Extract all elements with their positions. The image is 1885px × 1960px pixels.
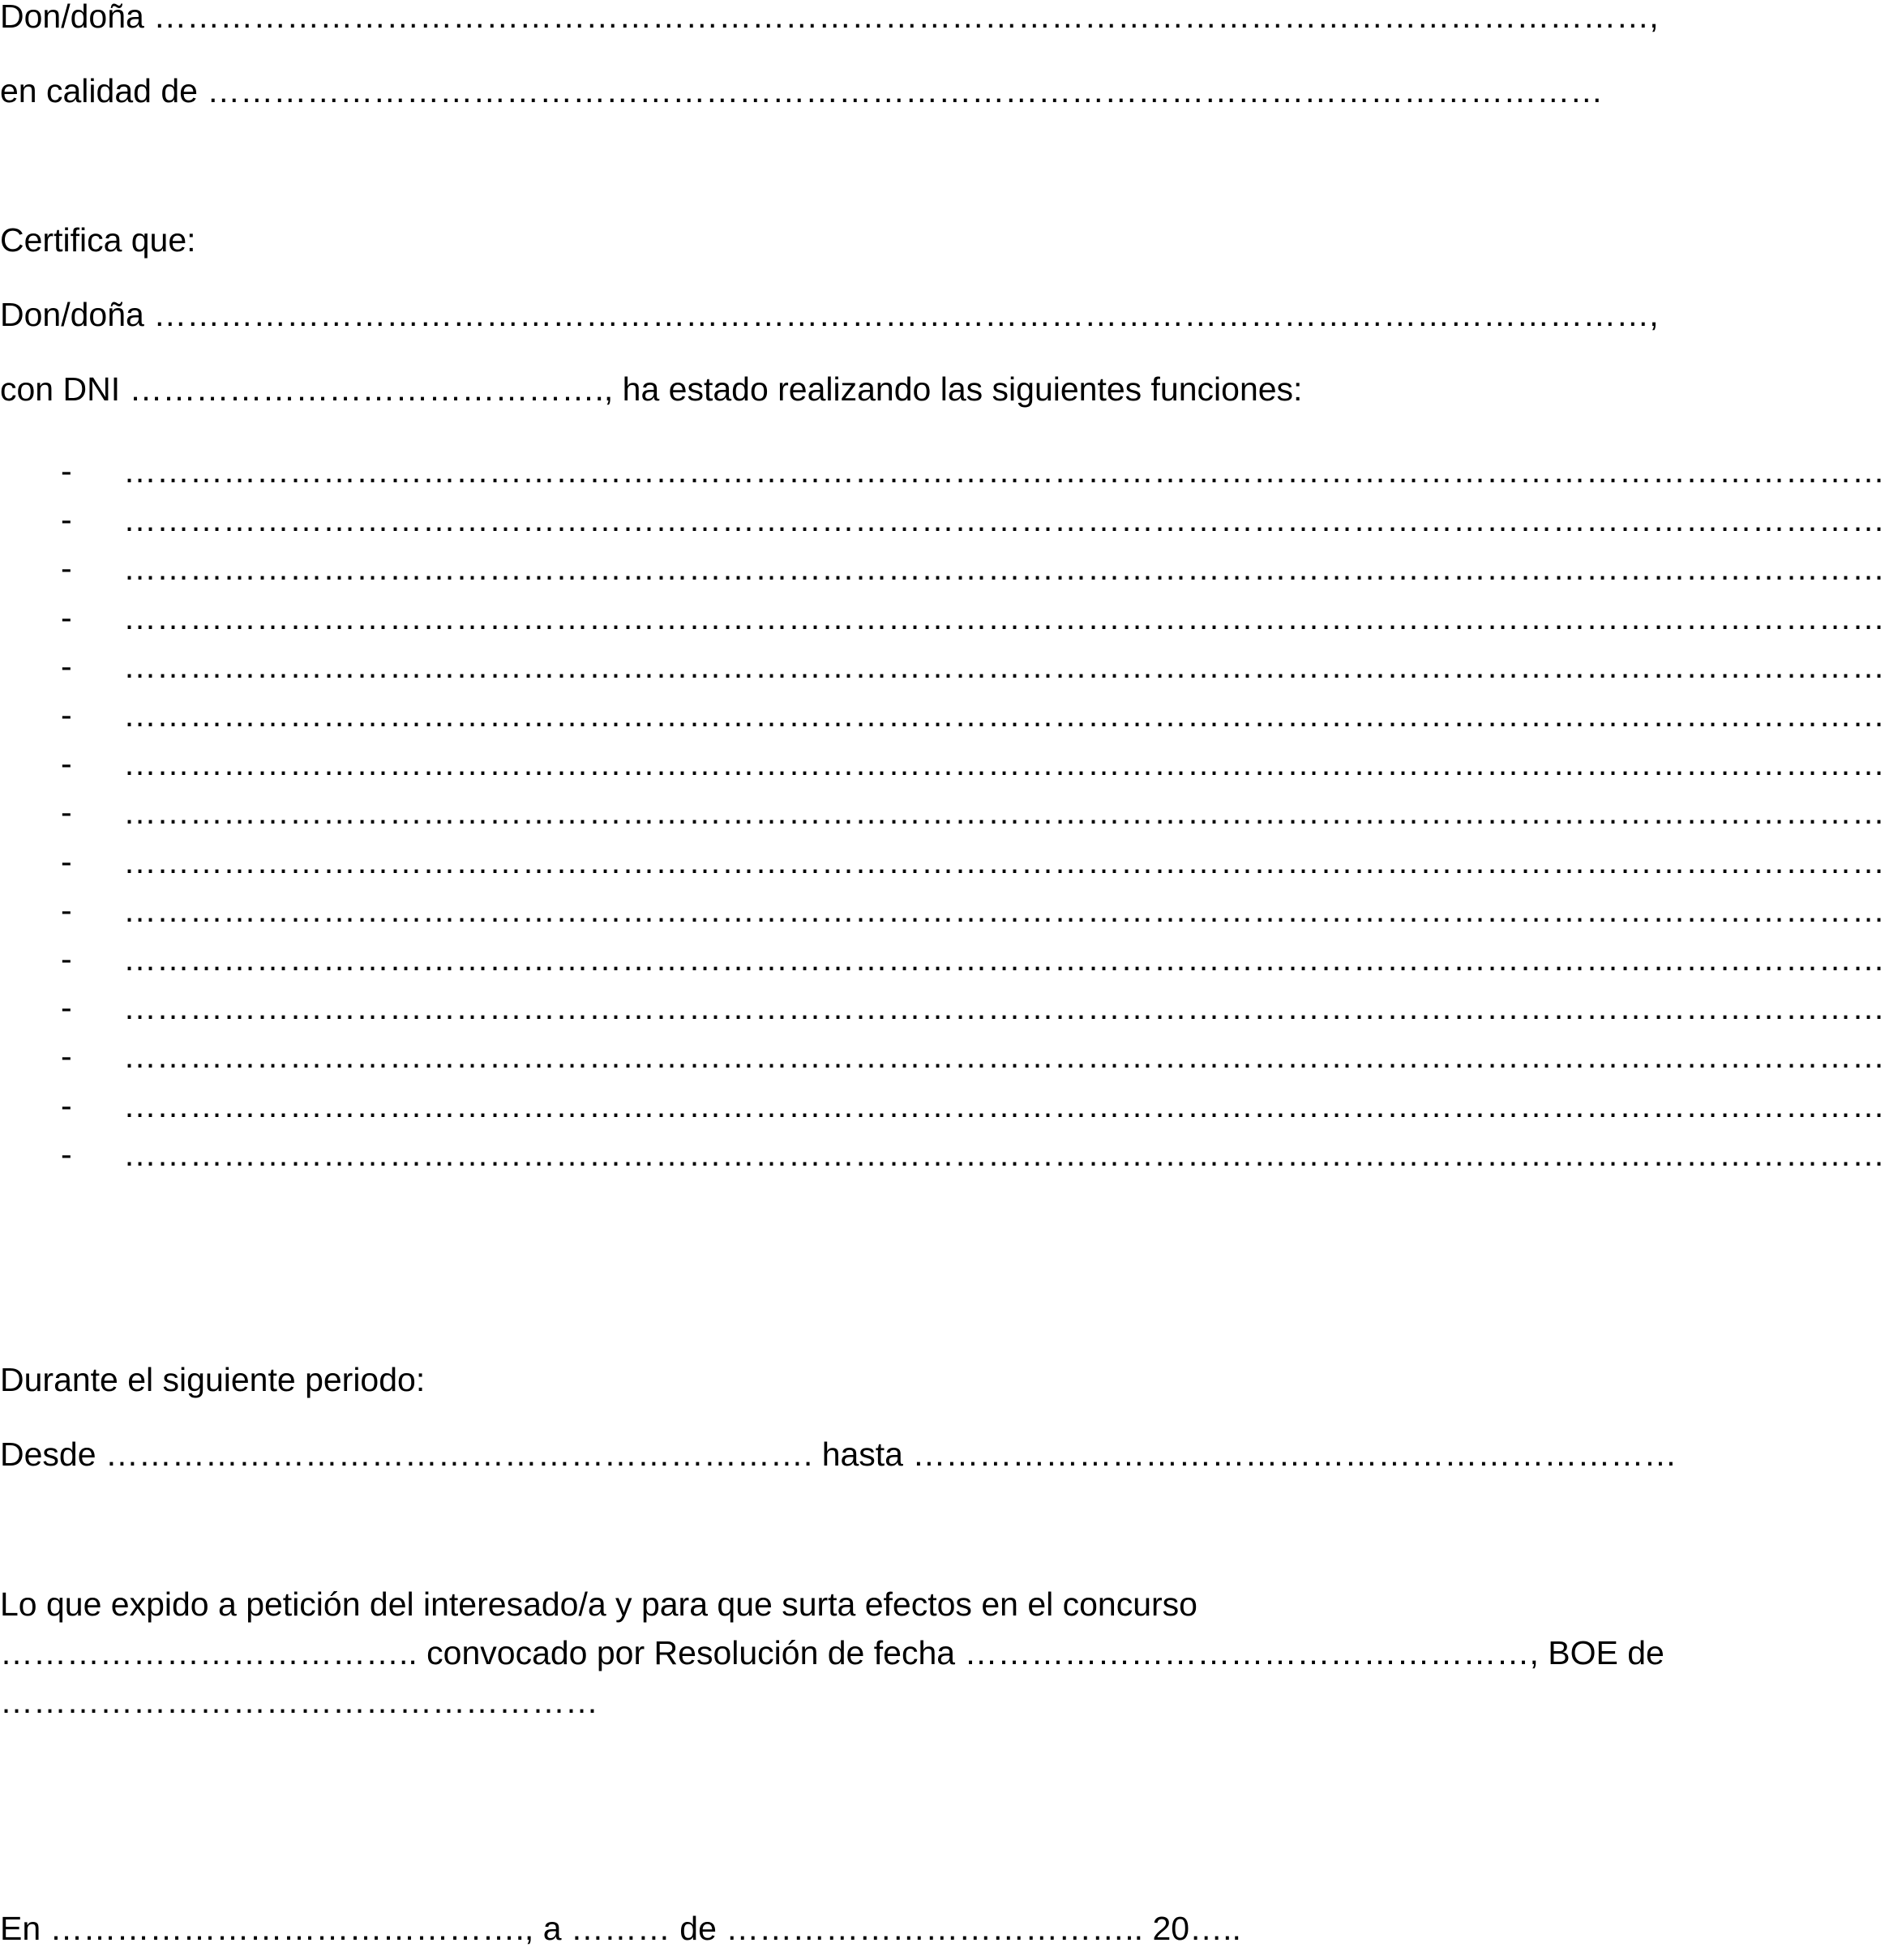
certifica-dni-line: con DNI ……………………………………., ha estado realizando las siguientes funciones:	[0, 370, 1303, 408]
list-item: ……………………………………………………………………………………………………………………………………………	[123, 794, 1885, 831]
header-role-line: en calidad de ………………………………………………………………………………………………………………	[0, 72, 1604, 109]
list-item: ……………………………………………………………………………………………………………………………………………	[123, 843, 1885, 880]
list-item: ……………………………………………………………………………………………………………………………………………	[123, 648, 1885, 685]
list-item: ……………………………………………………………………………………………………………………………………………	[123, 892, 1885, 929]
expido-line-3: ………………………………………………	[0, 1683, 598, 1720]
list-bullet: -	[61, 452, 72, 490]
list-item: ……………………………………………………………………………………………………………………………………………	[123, 745, 1885, 782]
expido-line-2: ……………………………….. convocado por Resolución de fecha ……………………………………………, BOE de	[0, 1634, 1664, 1671]
list-item: ……………………………………………………………………………………………………………………………………………	[123, 1038, 1885, 1075]
firma-line: En ……………………………………., a ……… de ……………………………….. 20…..	[0, 1910, 1241, 1947]
header-name-line: Don/doña ………………………………………………………………………………………………………………………,	[0, 0, 1659, 35]
list-bullet: -	[61, 794, 72, 831]
list-item: ……………………………………………………………………………………………………………………………………………	[123, 1136, 1885, 1173]
periodo-range-line: Desde ………………………………………………………. hasta ……………………………………………………………	[0, 1436, 1677, 1473]
list-bullet: -	[61, 892, 72, 929]
list-bullet: -	[61, 648, 72, 685]
list-item: ……………………………………………………………………………………………………………………………………………	[123, 550, 1885, 587]
list-bullet: -	[61, 550, 72, 587]
list-item: ……………………………………………………………………………………………………………………………………………	[123, 501, 1885, 538]
list-item: ……………………………………………………………………………………………………………………………………………	[123, 696, 1885, 734]
periodo-heading: Durante el siguiente periodo:	[0, 1361, 426, 1398]
list-bullet: -	[61, 843, 72, 880]
list-bullet: -	[61, 501, 72, 538]
list-item: ……………………………………………………………………………………………………………………………………………	[123, 940, 1885, 978]
list-bullet: -	[61, 1038, 72, 1075]
list-item: ……………………………………………………………………………………………………………………………………………	[123, 1087, 1885, 1124]
list-item: ……………………………………………………………………………………………………………………………………………	[123, 452, 1885, 490]
list-bullet: -	[61, 745, 72, 782]
list-bullet: -	[61, 696, 72, 734]
list-bullet: -	[61, 1087, 72, 1124]
list-bullet: -	[61, 599, 72, 636]
expido-line-1: Lo que expido a petición del interesado/a y para que surta efectos en el concurso	[0, 1586, 1197, 1623]
list-bullet: -	[61, 989, 72, 1026]
certifica-name-line: Don/doña ………………………………………………………………………………………………………………………,	[0, 296, 1659, 333]
list-item: ……………………………………………………………………………………………………………………………………………	[123, 989, 1885, 1026]
certifica-heading: Certifica que:	[0, 221, 196, 259]
list-item: ……………………………………………………………………………………………………………………………………………	[123, 599, 1885, 636]
list-bullet: -	[61, 1136, 72, 1173]
list-bullet: -	[61, 940, 72, 978]
